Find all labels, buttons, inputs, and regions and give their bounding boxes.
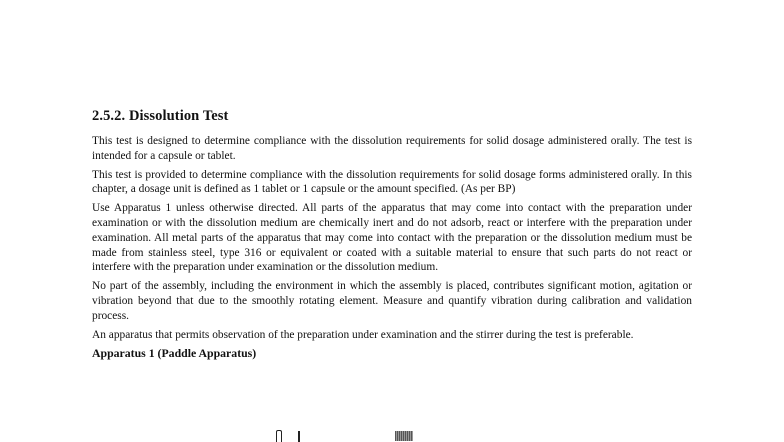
apparatus-figure-fragment bbox=[276, 430, 282, 442]
paragraph-observation: An apparatus that permits observation of the preparation under examination and the stirrer during the test is preferable. bbox=[92, 328, 634, 341]
document-body bbox=[92, 106, 692, 361]
apparatus-subheading: Apparatus 1 (Paddle Apparatus) bbox=[92, 346, 257, 361]
section-heading: 2.5.2. Dissolution Test bbox=[92, 108, 229, 124]
paragraph-scope: This test is provided to determine compliance with the dissolution requirements for solid dosage forms administered orally. In this chapter, a dosage unit is defined as 1 tablet or 1 capsule or the amount specified. (As per BP) bbox=[92, 168, 692, 196]
apparatus-figure-motor bbox=[395, 431, 413, 441]
paragraph-apparatus-materials: Use Apparatus 1 unless otherwise directed. All parts of the apparatus that may come into contact with the preparation under examination or with the dissolution medium are chemically inert and do not adsorb, react or interfere with the preparation under examination. All metal parts of the apparatus that may come into contact with the preparation or the dissolution medium must be made from stainless steel, type 316 or equivalent or coated with a suitable material to ensure that such parts do not react or interfere with the preparation under examination or the dissolution medium. bbox=[92, 202, 692, 274]
paragraph-vibration: No part of the assembly, including the environment in which the assembly is placed, contributes significant motion, agitation or vibration beyond that due to the smoothly rotating element. Measure and quantify vibration during calibration and validation process. bbox=[92, 280, 692, 322]
paragraph-purpose: This test is designed to determine compliance with the dissolution requirements for solid dosage administered orally. The test is intended for a capsule or tablet. bbox=[92, 135, 692, 162]
apparatus-figure-shaft bbox=[298, 431, 300, 442]
